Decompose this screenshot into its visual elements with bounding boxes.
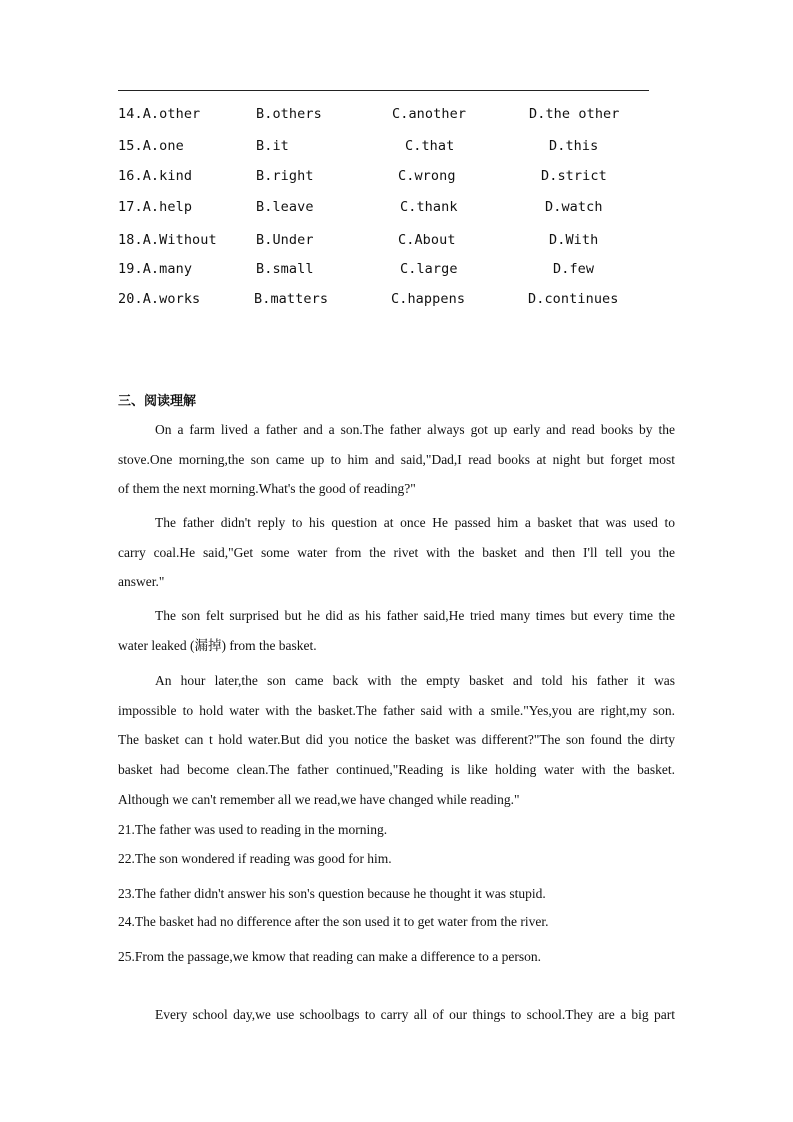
option-d: D.this — [549, 138, 599, 154]
section-title: 三、阅读理解 — [118, 394, 197, 409]
question-25: 25.From the passage,we kmow that reading can make a difference to a person. — [118, 949, 541, 964]
option-b: B.others — [256, 106, 322, 122]
passage-line: Although we can't remember all we read,we have changed while reading." — [118, 791, 520, 807]
options-row-15 — [0, 138, 793, 160]
passage-line: On a farm lived a father and a son.The father always got up early and read books by the — [155, 422, 675, 437]
next-passage-first-line: Every school day,we use schoolbags to carry all of our things to school.They are a big part — [155, 1007, 675, 1022]
option-c: C.that — [405, 138, 455, 154]
option-d: D.the other — [529, 106, 620, 122]
passage-line: An hour later,the son came back with the empty basket and told his father it was — [155, 673, 675, 688]
option-c: C.About — [398, 232, 456, 248]
option-b: B.matters — [254, 291, 329, 307]
options-row-18 — [0, 232, 793, 254]
options-row-14 — [0, 106, 793, 128]
option-b: B.small — [256, 261, 314, 277]
passage-line: The father didn't reply to his question at once He passed him a basket that was used to — [155, 515, 675, 530]
question-24: 24.The basket had no difference after the son used it to get water from the river. — [118, 914, 549, 929]
option-c: C.thank — [400, 199, 458, 215]
options-row-19 — [0, 261, 793, 283]
passage-paragraph-3 — [118, 601, 675, 660]
option-number: 19.A.many — [118, 261, 193, 277]
passage-paragraph-2 — [118, 508, 675, 597]
passage-line: carry coal.He said,"Get some water from the rivet with the basket and then I'll tell you the — [118, 544, 675, 560]
options-row-16 — [0, 168, 793, 190]
options-row-17 — [0, 199, 793, 221]
passage-line: answer." — [118, 574, 165, 590]
question-22: 22.The son wondered if reading was good for him. — [118, 851, 392, 866]
option-d: D.continues — [528, 291, 619, 307]
passage-line: stove.One morning,the son came up to him and said,"Dad,I read books at night but forget most — [118, 451, 675, 467]
passage-line: impossible to hold water with the basket.The father said with a smile."Yes,you are right,my son. — [118, 702, 675, 718]
option-number: 20.A.works — [118, 291, 201, 307]
question-23: 23.The father didn't answer his son's question because he thought it was stupid. — [118, 886, 546, 901]
option-b: B.it — [256, 138, 289, 154]
option-b: B.leave — [256, 199, 314, 215]
passage-line: The basket can t hold water.But did you notice the basket was different?"The son found the dirty — [118, 732, 675, 748]
top-divider — [118, 90, 649, 91]
option-number: 18.A.Without — [118, 232, 217, 248]
option-d: D.strict — [541, 168, 607, 184]
passage-line: of them the next morning.What's the good of reading?" — [118, 481, 416, 497]
option-c: C.another — [392, 106, 467, 122]
option-c: C.happens — [391, 291, 466, 307]
option-d: D.With — [549, 232, 599, 248]
passage-paragraph-4 — [118, 666, 675, 814]
option-number: 15.A.one — [118, 138, 184, 154]
passage-line: basket had become clean.The father continued,"Reading is like holding water with the basket. — [118, 762, 675, 778]
option-c: C.wrong — [398, 168, 456, 184]
options-row-20 — [0, 291, 793, 313]
passage-paragraph-1 — [118, 415, 675, 504]
question-21: 21.The father was used to reading in the morning. — [118, 822, 388, 837]
passage-line: The son felt surprised but he did as his father said,He tried many times but every time the — [155, 608, 675, 623]
passage-line: water leaked (漏掉) from the basket. — [118, 637, 317, 653]
option-number: 17.A.help — [118, 199, 193, 215]
option-number: 16.A.kind — [118, 168, 193, 184]
option-d: D.watch — [545, 199, 603, 215]
option-d: D.few — [553, 261, 595, 277]
option-b: B.Under — [256, 232, 314, 248]
option-b: B.right — [256, 168, 314, 184]
option-number: 14.A.other — [118, 106, 201, 122]
option-c: C.large — [400, 261, 458, 277]
